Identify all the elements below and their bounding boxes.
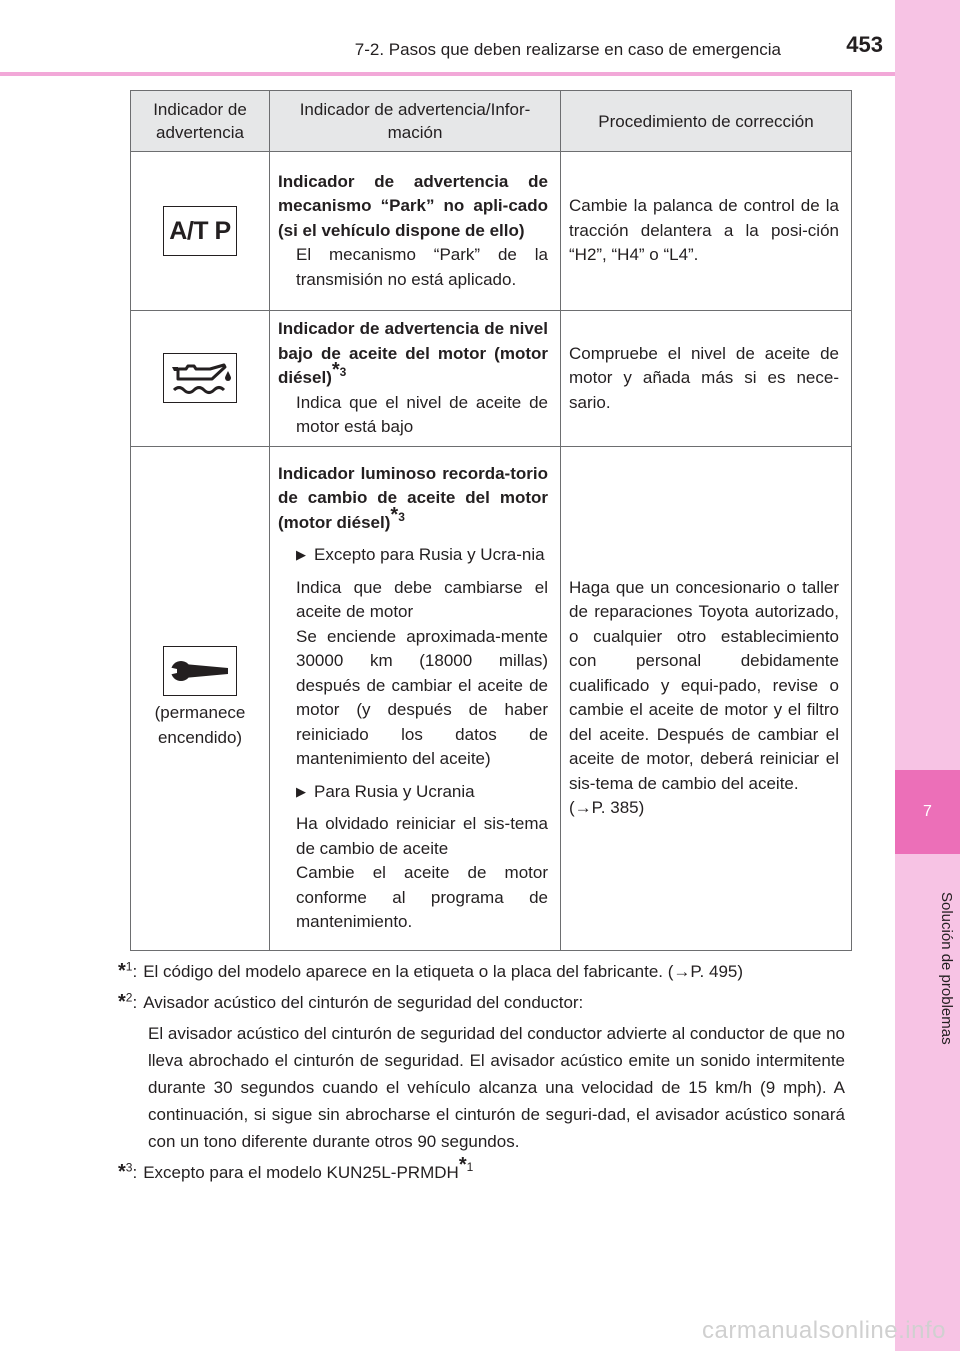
oil-level-icon [163, 353, 237, 403]
footnote-3: *$^3$: Excepto para el modelo KUN25L-PRMDH$^{*1}$ [118, 1154, 474, 1183]
page-number: 453 [846, 32, 883, 57]
chapter-number: 7 [895, 770, 960, 854]
at-p-icon: A/T P [163, 206, 237, 256]
table-row [131, 152, 852, 311]
indicator-info-cell [270, 446, 561, 950]
header-warning-indicator: Indicador de advertencia [131, 91, 270, 152]
wrench-icon [163, 646, 237, 696]
header-warning-info: Indicador de advertencia/Infor-mación [270, 91, 561, 152]
section-title: 7-2. Pasos que deben realizarse en caso de emergencia [354, 40, 781, 59]
indicator-description: Cambie el aceite de motor conforme al programa de mantenimiento. [296, 863, 548, 931]
indicator-description: Se enciende aproximada-mente 30000 km (18000 millas) después de cambiar el aceite de motor (y después de haber reiniciado los datos de mantenimiento del aceite) [296, 626, 548, 768]
triangle-bullet-icon: ▶ [296, 547, 306, 562]
chapter-side-tab [895, 0, 960, 1351]
indicator-description: El mecanismo “Park” de la transmisión no está aplicado. [296, 245, 548, 289]
footnote-2: *$^2$: Avisador acústico del cinturón de seguridad del conductor: [118, 990, 584, 1013]
triangle-bullet-icon: ▶ [296, 783, 306, 799]
indicator-description: Ha olvidado reiniciar el sis-tema de cambio de aceite [296, 814, 548, 858]
indicator-title: Indicador de advertencia de mecanismo “Park” no apli-cado (si el vehículo dispone de ello) [278, 171, 548, 240]
indicator-icon-cell [131, 311, 270, 447]
list-item: ▶ Para Rusia y Ucrania [278, 780, 548, 805]
indicator-info-cell [270, 311, 561, 447]
procedure-text: Haga que un concesionario o taller de reparaciones Toyota autorizado, o cualquier otro establecimiento con personal debidamente cualificado y equi-pado, revise o cambie el aceite de motor y el filtro del aceite. Después de cambiar el aceite de motor, deberá reiniciar el sis-tema de cambio del aceite. [569, 577, 839, 793]
indicator-icon-cell [131, 446, 270, 950]
table-row [131, 446, 852, 950]
table-header-row [131, 91, 852, 152]
page-header [0, 0, 895, 76]
procedure-cell [561, 446, 852, 950]
procedure-cell [561, 311, 852, 447]
procedure-page-ref[interactable]: (→P. 385) [569, 798, 645, 817]
indicator-description: Indica que debe cambiarse el aceite de motor [296, 577, 548, 621]
footnote-2-detail: El avisador acústico del cinturón de seguridad del conductor advierte al conductor de que no lleva abrochado el cinturón de seguridad. El avisador acústico emite un sonido intermitente durante 30 segundos cuando el vehículo alcanza una velocidad de 15 km/h (9 mph). A continuación, si sigue sin abrocharse el cinturón de seguri-dad, el avisador acústico sonará con un tono diferente durante otros 90 segundos. [148, 1024, 845, 1151]
chapter-title: Solución de problemas [938, 891, 955, 1045]
indicator-title: Indicador luminoso recorda-torio de cambio de aceite del motor (motor diésel)$^{*3}$ [278, 463, 548, 532]
footnotes [118, 958, 845, 1190]
indicator-title: Indicador de advertencia de nivel bajo de aceite del motor (motor diésel)$^{*3}$ [278, 319, 548, 387]
watermark: carmanualsonline.info [702, 1317, 946, 1344]
header-correction-procedure: Procedimiento de corrección [561, 91, 852, 152]
icon-caption: (permanece encendido) [154, 703, 246, 747]
table-row [131, 311, 852, 447]
procedure-text: Cambie la palanca de control de la tracción delantera a la posi-ción “H2”, “H4” o “L4”. [569, 196, 839, 265]
procedure-cell [561, 152, 852, 311]
procedure-text: Compruebe el nivel de aceite de motor y añada más si es nece-sario. [569, 343, 839, 412]
indicator-icon-cell [131, 152, 270, 311]
indicator-info-cell [270, 152, 561, 311]
indicator-description: Indica que el nivel de aceite de motor está bajo [296, 392, 548, 436]
warning-indicator-table [130, 90, 852, 951]
list-item: ▶ Excepto para Rusia y Ucra-nia [278, 543, 548, 568]
footnote-1: *$^1$: El código del modelo aparece en la etiqueta o la placa del fabricante. (→P. 495) [118, 959, 744, 982]
